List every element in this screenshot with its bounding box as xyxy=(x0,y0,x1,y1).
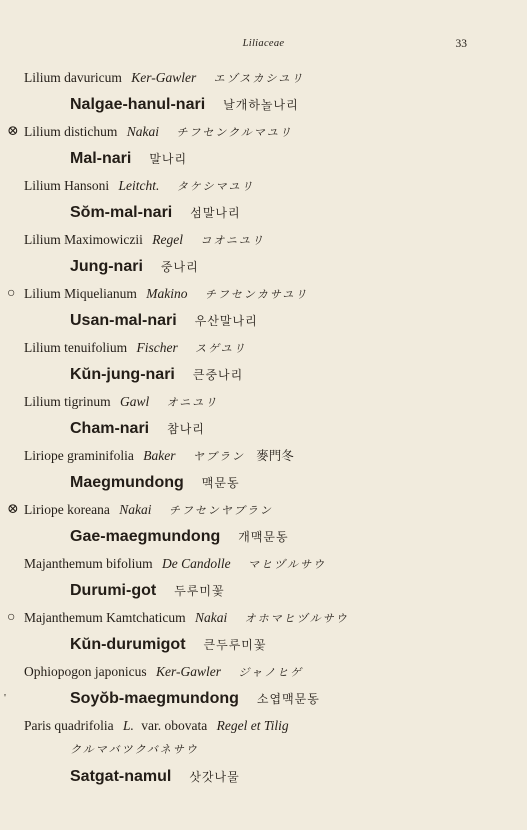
korean-name-line xyxy=(0,144,527,174)
variety: var. obovata xyxy=(141,718,208,733)
running-head: Liliaceae xyxy=(242,38,285,49)
scientific-name-line xyxy=(0,606,527,630)
korean-name-line xyxy=(0,630,527,660)
korean-name-line xyxy=(0,360,527,390)
japanese-name: コオニユリ xyxy=(200,235,265,247)
chinese-name: 麥門冬 xyxy=(256,449,294,463)
author: Regel xyxy=(152,232,183,247)
korean-name-line xyxy=(0,468,527,498)
status-mark: ○ xyxy=(7,286,16,301)
latin-name: Lilium distichum xyxy=(24,124,118,139)
korean-name-line xyxy=(0,762,527,792)
page-header xyxy=(0,38,527,54)
status-mark: ⊗ xyxy=(7,502,19,517)
author: Leitcht. xyxy=(118,178,160,193)
scientific-name-line xyxy=(0,174,527,198)
scientific-name-line xyxy=(0,120,527,144)
korean-romanized: Mal-nari xyxy=(70,150,132,167)
author: Nakai xyxy=(126,124,159,139)
korean-romanized: Satgat-namul xyxy=(70,768,172,785)
species-entry xyxy=(0,714,527,792)
species-entry xyxy=(0,552,527,606)
scientific-name-line xyxy=(0,390,527,414)
species-list xyxy=(0,66,527,792)
korean-hangul: 개맥문동 xyxy=(238,530,289,544)
author: Ker-Gawler xyxy=(131,70,197,85)
korean-name-line xyxy=(0,306,527,336)
latin-name: Lilium Maximowiczii xyxy=(24,232,143,247)
status-mark: ⊗ xyxy=(7,124,19,139)
japanese-name: チフセンクルマユリ xyxy=(176,127,293,139)
japanese-name: スゲユリ xyxy=(195,343,247,355)
korean-romanized: Jung-nari xyxy=(70,258,143,275)
latin-name: Lilium tigrinum xyxy=(24,394,111,409)
japanese-name-line: クルマバツクバネサウ xyxy=(70,744,199,756)
korean-name-line xyxy=(0,522,527,552)
author: Ker-Gawler xyxy=(156,664,221,679)
japanese-name: タケシマユリ xyxy=(176,181,255,193)
scientific-name-line xyxy=(0,552,527,576)
korean-romanized: Kŭn-jung-nari xyxy=(70,366,175,383)
korean-romanized: Sŏm-mal-nari xyxy=(70,204,173,221)
species-entry xyxy=(0,120,527,174)
japanese-name: エゾスカシユリ xyxy=(213,73,305,85)
latin-name: Lilium davuricum xyxy=(24,70,122,85)
korean-hangul: 섬말나리 xyxy=(190,206,241,220)
latin-name: Ophiopogon japonicus xyxy=(24,664,147,679)
latin-name: Paris quadrifolia xyxy=(24,718,114,733)
korean-romanized: Durumi-got xyxy=(70,582,157,599)
korean-hangul: 중나리 xyxy=(160,260,199,274)
japanese-name: ジャノヒゲ xyxy=(238,667,304,679)
scientific-name-line xyxy=(0,444,527,468)
korean-romanized: Usan-mal-nari xyxy=(70,312,177,329)
species-entry xyxy=(0,282,527,336)
margin-mark: ' xyxy=(4,692,6,704)
japanese-name: ヤブラン xyxy=(192,451,245,463)
korean-hangul: 큰두루미꽃 xyxy=(203,638,267,652)
korean-hangul: 날개하놀나리 xyxy=(223,98,299,112)
korean-hangul: 맥문동 xyxy=(201,476,240,490)
scientific-name-line xyxy=(0,660,527,684)
latin-name: Lilium Miquelianum xyxy=(24,286,137,301)
author: Makino xyxy=(146,286,188,301)
species-entry xyxy=(0,390,527,444)
species-entry xyxy=(0,660,527,714)
korean-name-line xyxy=(0,414,527,444)
korean-romanized: Cham-nari xyxy=(70,420,150,437)
korean-hangul: 두루미꽃 xyxy=(174,584,225,598)
author: Nakai xyxy=(119,502,152,517)
status-mark: ○ xyxy=(7,610,16,625)
korean-hangul: 우산말나리 xyxy=(194,314,258,328)
latin-name: Liriope graminifolia xyxy=(24,448,134,463)
species-entry xyxy=(0,444,527,498)
korean-romanized: Maegmundong xyxy=(70,474,184,491)
korean-hangul: 말나리 xyxy=(149,152,188,166)
scientific-name-line xyxy=(0,714,527,738)
species-entry xyxy=(0,336,527,390)
korean-hangul: 삿갓나물 xyxy=(189,770,240,784)
page-number: 33 xyxy=(455,38,467,50)
species-entry xyxy=(0,174,527,228)
korean-name-line xyxy=(0,576,527,606)
korean-romanized: Kŭn-durumigot xyxy=(70,636,186,653)
korean-romanized: Gae-maegmundong xyxy=(70,528,221,545)
scientific-name-line xyxy=(0,228,527,252)
author: Baker xyxy=(143,448,176,463)
latin-name: Majanthemum Kamtchaticum xyxy=(24,610,186,625)
korean-hangul: 큰중나리 xyxy=(192,368,244,382)
korean-romanized: Soyŏb-maegmundong xyxy=(70,690,239,707)
author: De Candolle xyxy=(161,556,231,571)
korean-name-line xyxy=(0,252,527,282)
korean-name-line xyxy=(0,90,527,120)
author: Gawl xyxy=(120,394,150,409)
author: L. xyxy=(122,718,134,733)
korean-name-line xyxy=(0,198,527,228)
scientific-name-line xyxy=(0,336,527,360)
author: Fischer xyxy=(136,340,178,355)
species-entry xyxy=(0,498,527,552)
species-entry xyxy=(0,66,527,120)
scientific-name-line xyxy=(0,282,527,306)
latin-name: Lilium tenuifolium xyxy=(24,340,128,355)
scientific-name-line xyxy=(0,66,527,90)
japanese-name: チフセンヤブラン xyxy=(168,505,273,517)
korean-romanized: Nalgae-hanul-nari xyxy=(70,96,206,113)
variety-author: Regel et Tilig xyxy=(216,718,289,733)
scientific-name-line xyxy=(0,498,527,522)
japanese-name: マヒヅルサウ xyxy=(247,559,326,571)
latin-name: Lilium Hansoni xyxy=(24,178,110,193)
latin-name: Liriope koreana xyxy=(24,502,110,517)
korean-hangul: 참나리 xyxy=(167,422,205,436)
species-entry xyxy=(0,606,527,660)
korean-hangul: 소엽맥문동 xyxy=(256,692,320,706)
author: Nakai xyxy=(194,610,228,625)
japanese-name: オホマヒヅルサウ xyxy=(244,613,349,625)
latin-name: Majanthemum bifolium xyxy=(24,556,153,571)
japanese-name: オニユリ xyxy=(166,397,219,409)
species-entry xyxy=(0,228,527,282)
japanese-name: チフセンカサユリ xyxy=(204,289,309,301)
korean-name-line xyxy=(0,684,527,714)
